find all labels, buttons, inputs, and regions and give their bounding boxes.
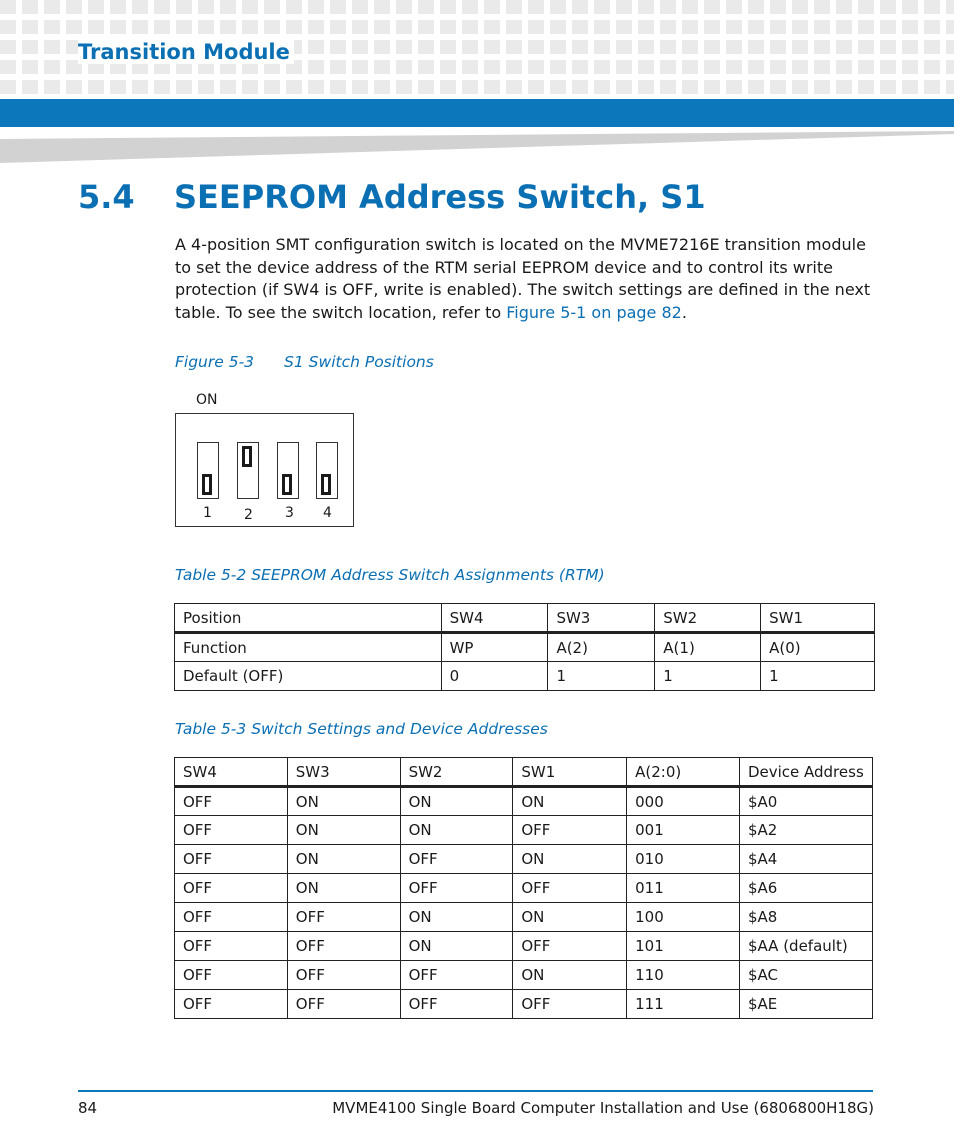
table-header-cell: SW4 xyxy=(175,758,288,787)
table-cell: $AC xyxy=(739,961,872,990)
table-cell: ON xyxy=(513,845,627,874)
table-cell: OFF xyxy=(513,816,627,845)
switch-number-1: 1 xyxy=(203,505,212,521)
table-cell: $AA (default) xyxy=(739,932,872,961)
table2-caption: Table 5-2 SEEPROM Address Switch Assignments (RTM) xyxy=(175,566,605,584)
table-cell: OFF xyxy=(175,990,288,1019)
table-cell: OFF xyxy=(513,990,627,1019)
table-cell: ON xyxy=(400,932,513,961)
section-heading xyxy=(78,178,706,216)
table-cell: OFF xyxy=(400,874,513,903)
table-header-cell: Position xyxy=(175,604,442,633)
chapter-title: Transition Module xyxy=(78,40,294,64)
device-address-table xyxy=(174,757,873,1019)
section-number: 5.4 xyxy=(78,178,135,216)
table-cell: ON xyxy=(400,816,513,845)
table-cell: ON xyxy=(287,845,400,874)
switch-2 xyxy=(237,442,259,499)
table-cell: 101 xyxy=(627,932,740,961)
table-header-cell: SW4 xyxy=(441,604,548,633)
table-cell: Function xyxy=(175,633,442,662)
table-cell: OFF xyxy=(513,874,627,903)
table-row xyxy=(175,845,873,874)
table-cell: A(0) xyxy=(761,633,875,662)
figure-link[interactable]: Figure 5-1 on page 82 xyxy=(506,303,682,323)
table-cell: Default (OFF) xyxy=(175,662,442,691)
table-cell: OFF xyxy=(400,961,513,990)
table-cell: 1 xyxy=(655,662,761,691)
switch-1 xyxy=(197,442,219,499)
table-cell: ON xyxy=(287,816,400,845)
switch-number-3: 3 xyxy=(285,505,294,521)
table-cell: $A6 xyxy=(739,874,872,903)
switch-4-knob xyxy=(321,474,331,495)
table-cell: 010 xyxy=(627,845,740,874)
body-paragraph xyxy=(175,234,880,325)
table-cell: OFF xyxy=(400,990,513,1019)
table-cell: OFF xyxy=(400,845,513,874)
table-header-cell: SW2 xyxy=(655,604,761,633)
table-cell: 0 xyxy=(441,662,548,691)
table-cell: OFF xyxy=(175,961,288,990)
table-row xyxy=(175,787,873,816)
section-title: SEEPROM Address Switch, S1 xyxy=(174,178,706,216)
figure-caption xyxy=(175,353,434,371)
table-header-row xyxy=(175,604,875,633)
table-cell: ON xyxy=(513,787,627,816)
switch-3 xyxy=(277,442,299,499)
table3-caption: Table 5-3 Switch Settings and Device Addresses xyxy=(175,720,548,738)
paragraph-end: . xyxy=(681,303,687,323)
table-header-cell: SW3 xyxy=(287,758,400,787)
document-title: MVME4100 Single Board Computer Installation and Use (6806800H18G) xyxy=(332,1099,874,1117)
table-cell: OFF xyxy=(287,990,400,1019)
table-cell: $A2 xyxy=(739,816,872,845)
switch-assignments-table xyxy=(174,603,875,691)
table-cell: ON xyxy=(513,903,627,932)
table-cell: $A8 xyxy=(739,903,872,932)
table-header-cell: SW1 xyxy=(761,604,875,633)
on-label: ON xyxy=(196,392,218,408)
table-row xyxy=(175,816,873,845)
table-cell: 1 xyxy=(761,662,875,691)
table-cell: WP xyxy=(441,633,548,662)
table-cell: OFF xyxy=(175,787,288,816)
table-cell: 000 xyxy=(627,787,740,816)
table-header-cell: Device Address xyxy=(739,758,872,787)
table-cell: OFF xyxy=(175,903,288,932)
table-header-cell: A(2:0) xyxy=(627,758,740,787)
switch-body xyxy=(175,413,354,527)
table-cell: OFF xyxy=(175,816,288,845)
table-row xyxy=(175,961,873,990)
table-header-row xyxy=(175,758,873,787)
table-cell: ON xyxy=(400,787,513,816)
table-row xyxy=(175,633,875,662)
figure-label: Figure 5-3 xyxy=(175,353,255,371)
figure-title: S1 Switch Positions xyxy=(284,353,434,371)
table-cell: OFF xyxy=(175,874,288,903)
table-header-cell: SW1 xyxy=(513,758,627,787)
table-row xyxy=(175,903,873,932)
switch-3-knob xyxy=(282,474,292,495)
table-header-cell: SW3 xyxy=(548,604,655,633)
table-cell: 110 xyxy=(627,961,740,990)
table-cell: 1 xyxy=(548,662,655,691)
table-cell: A(1) xyxy=(655,633,761,662)
table-cell: ON xyxy=(287,787,400,816)
table-cell: OFF xyxy=(287,961,400,990)
table-cell: OFF xyxy=(287,903,400,932)
table-cell: OFF xyxy=(175,932,288,961)
header-wedge xyxy=(0,131,954,163)
table-cell: $A4 xyxy=(739,845,872,874)
switch-diagram xyxy=(175,392,357,530)
table-header-cell: SW2 xyxy=(400,758,513,787)
table-cell: 111 xyxy=(627,990,740,1019)
table-cell: A(2) xyxy=(548,633,655,662)
switch-number-2: 2 xyxy=(244,507,253,523)
page-number: 84 xyxy=(78,1099,98,1117)
table-cell: 100 xyxy=(627,903,740,932)
table-cell: ON xyxy=(400,903,513,932)
paragraph-text: A 4-position SMT configuration switch is located on the MVME7216E transition module to set the device address of the RTM serial EEPROM device and to control its write protection (if SW4 is OFF, write is enabled). The switch settings are defined in the next table. To see the switch location, refer to xyxy=(175,235,871,323)
switch-1-knob xyxy=(202,474,212,495)
table-cell: $A0 xyxy=(739,787,872,816)
table-cell: ON xyxy=(513,961,627,990)
switch-2-knob xyxy=(242,446,252,467)
header-bar xyxy=(0,99,954,127)
table-row xyxy=(175,662,875,691)
table-row xyxy=(175,874,873,903)
footer-rule xyxy=(78,1090,873,1092)
table-cell: OFF xyxy=(513,932,627,961)
switch-number-4: 4 xyxy=(323,505,332,521)
table-cell: OFF xyxy=(175,845,288,874)
table-cell: $AE xyxy=(739,990,872,1019)
table-cell: 001 xyxy=(627,816,740,845)
switch-4 xyxy=(316,442,338,499)
table-cell: 011 xyxy=(627,874,740,903)
table-cell: OFF xyxy=(287,932,400,961)
table-row xyxy=(175,990,873,1019)
table-row xyxy=(175,932,873,961)
table-cell: ON xyxy=(287,874,400,903)
